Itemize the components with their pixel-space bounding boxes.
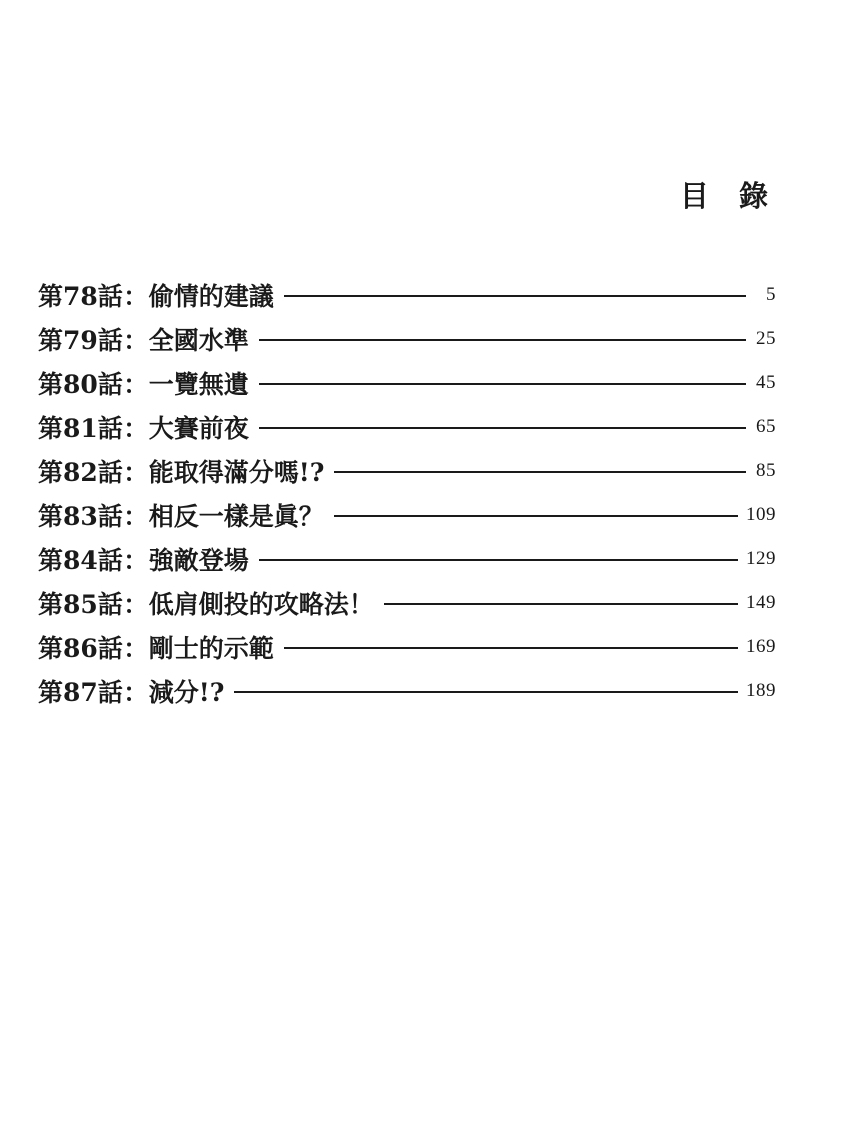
- chapter-title: 能取得滿分嗎!?: [148, 458, 325, 487]
- chapter-separator: ：: [123, 370, 149, 399]
- chapter-title: 減分!?: [148, 678, 225, 707]
- chapter-number: 第87話: [38, 678, 123, 707]
- leader-line: [284, 295, 746, 297]
- chapter-separator: ：: [123, 590, 149, 619]
- chapter-separator: ：: [123, 546, 149, 575]
- chapter-title: 相反一樣是眞？: [148, 502, 324, 531]
- page-number: 169: [746, 636, 776, 657]
- toc-entry[interactable]: [38, 625, 776, 669]
- chapter-number: 第79話: [38, 326, 123, 355]
- page-number: 189: [746, 680, 776, 701]
- page-number: 85: [756, 460, 776, 481]
- toc-entry[interactable]: [38, 361, 776, 405]
- page-number: 129: [746, 548, 776, 569]
- toc-entry[interactable]: [38, 405, 776, 449]
- leader-line: [234, 691, 738, 693]
- chapter-number: 第86話: [38, 634, 123, 663]
- toc-entry[interactable]: [38, 493, 776, 537]
- page-number: 45: [756, 372, 776, 393]
- toc-entry[interactable]: [38, 581, 776, 625]
- chapter-number: 第81話: [38, 414, 123, 443]
- chapter-separator: ：: [123, 326, 149, 355]
- chapter-title: 低肩側投的攻略法！: [148, 590, 374, 619]
- page-number: 5: [766, 284, 776, 305]
- leader-line: [259, 383, 746, 385]
- toc-entry[interactable]: [38, 317, 776, 361]
- chapter-separator: ：: [123, 678, 149, 707]
- chapter-number: 第83話: [38, 502, 123, 531]
- toc-title: 目 錄: [679, 179, 778, 213]
- chapter-title: 剛士的示範: [148, 634, 274, 663]
- toc-entry[interactable]: [38, 537, 776, 581]
- chapter-title: 一覽無遺: [148, 370, 249, 399]
- page-number: 109: [746, 504, 776, 525]
- toc-entry[interactable]: [38, 449, 776, 493]
- chapter-number: 第80話: [38, 370, 123, 399]
- chapter-number: 第85話: [38, 590, 123, 619]
- page-number: 149: [746, 592, 776, 613]
- chapter-title: 偷情的建議: [148, 282, 274, 311]
- toc-list: [38, 273, 776, 713]
- chapter-separator: ：: [123, 502, 149, 531]
- leader-line: [259, 339, 746, 341]
- leader-line: [259, 427, 746, 429]
- chapter-separator: ：: [123, 282, 149, 311]
- leader-line: [334, 471, 746, 473]
- chapter-separator: ：: [123, 414, 149, 443]
- chapter-title: 強敵登場: [148, 546, 249, 575]
- chapter-number: 第82話: [38, 458, 123, 487]
- chapter-title: 全國水準: [148, 326, 249, 355]
- leader-line: [284, 647, 738, 649]
- leader-line: [384, 603, 738, 605]
- chapter-title: 大賽前夜: [148, 414, 249, 443]
- chapter-separator: ：: [123, 458, 149, 487]
- chapter-number: 第78話: [38, 282, 123, 311]
- leader-line: [259, 559, 738, 561]
- chapter-number: 第84話: [38, 546, 123, 575]
- page-number: 25: [756, 328, 776, 349]
- page-number: 65: [756, 416, 776, 437]
- toc-entry[interactable]: [38, 669, 776, 713]
- toc-entry[interactable]: [38, 273, 776, 317]
- chapter-separator: ：: [123, 634, 149, 663]
- leader-line: [334, 515, 738, 517]
